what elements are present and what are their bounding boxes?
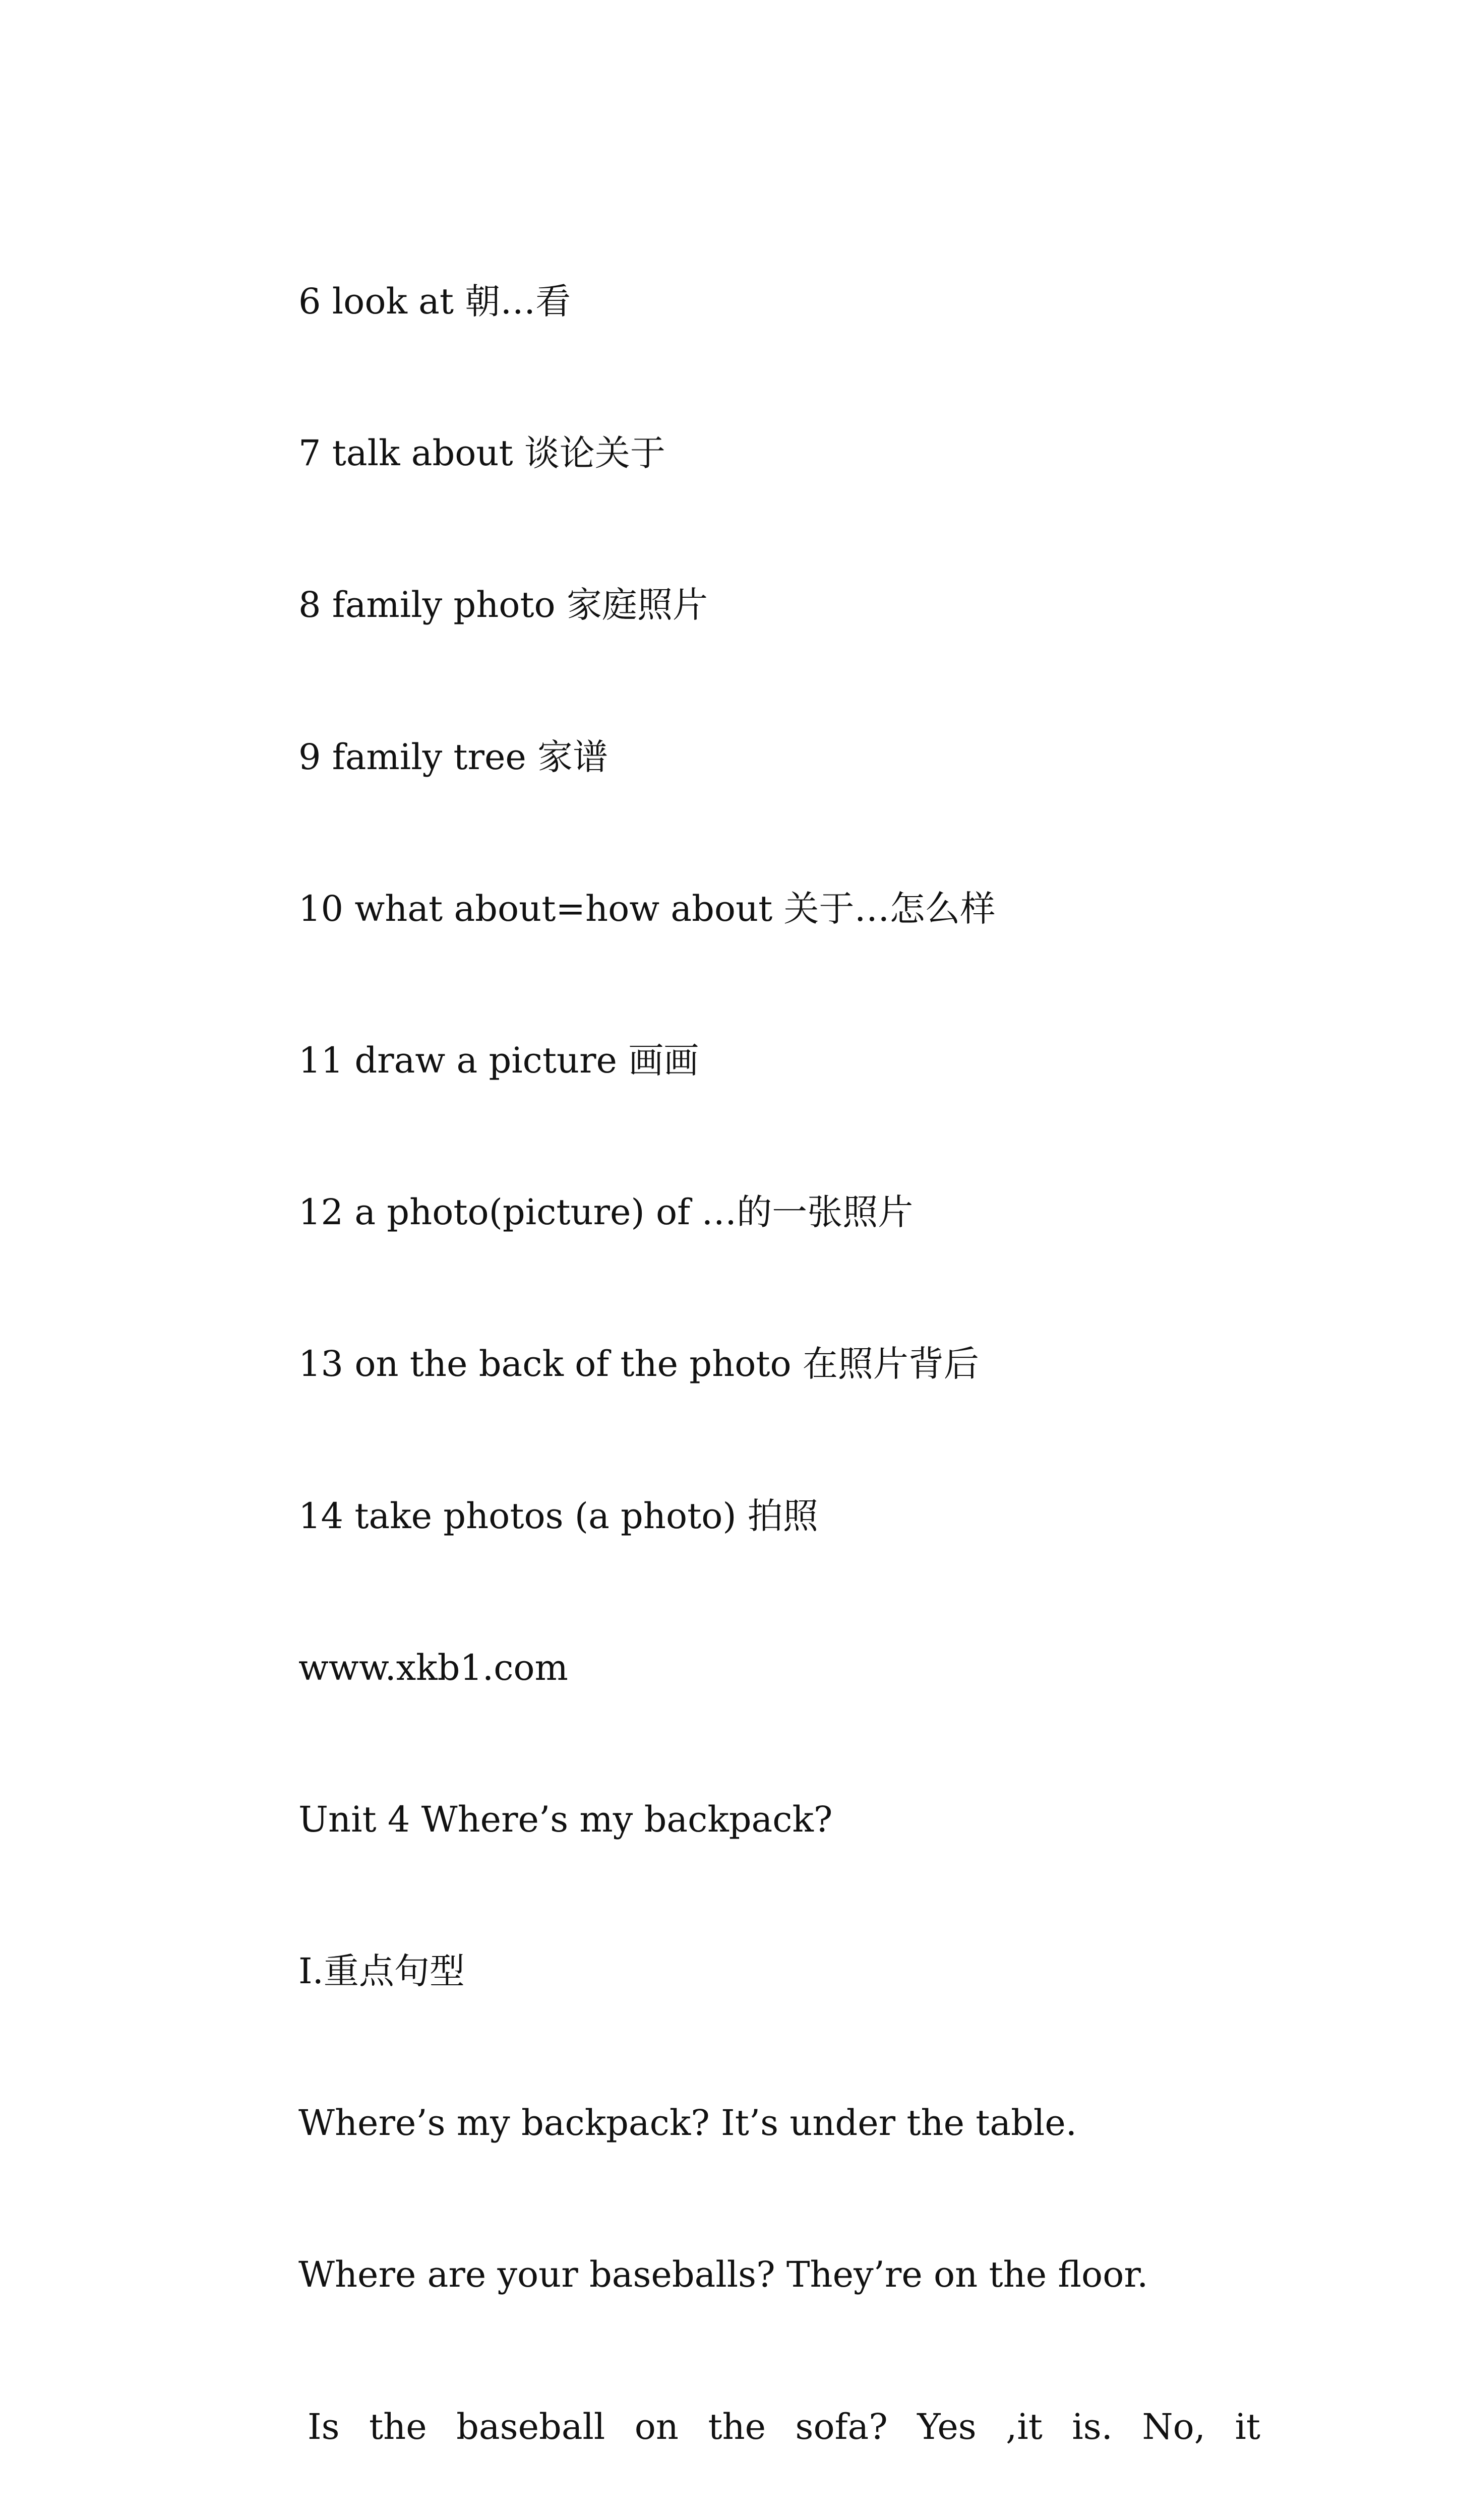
section-heading: I.重点句型 [298, 1950, 465, 1992]
text-line: 8 family photo 家庭照片 [298, 584, 708, 626]
text-line: 6 look at 朝…看 [298, 281, 571, 322]
text-line: Is the baseball on the sofa? Yes ,it is. No, it [308, 2406, 1260, 2447]
text-line: Where’s my backpack? It’s under the table. [298, 2102, 1077, 2144]
text-line: 12 a photo(picture) of …的一张照片 [298, 1191, 914, 1233]
text-line: 13 on the back of the photo 在照片背后 [298, 1343, 979, 1385]
document-body [222, 184, 1260, 2520]
text-line: 10 what about=how about 关于…怎么样 [298, 888, 996, 929]
text-line: Where are your baseballs? They’re on the floor. [298, 2254, 1148, 2296]
text-line: 9 family tree 家谱 [298, 736, 609, 778]
text-line: 14 take photos (a photo) 拍照 [298, 1495, 818, 1537]
text-line: 7 talk about 谈论关于 [298, 432, 665, 474]
website-link: www.xkb1.com [298, 1647, 568, 1688]
text-line: 11 draw a picture 画画 [298, 1039, 699, 1081]
unit-heading: Unit 4 Where’s my backpack? [298, 1798, 833, 1840]
